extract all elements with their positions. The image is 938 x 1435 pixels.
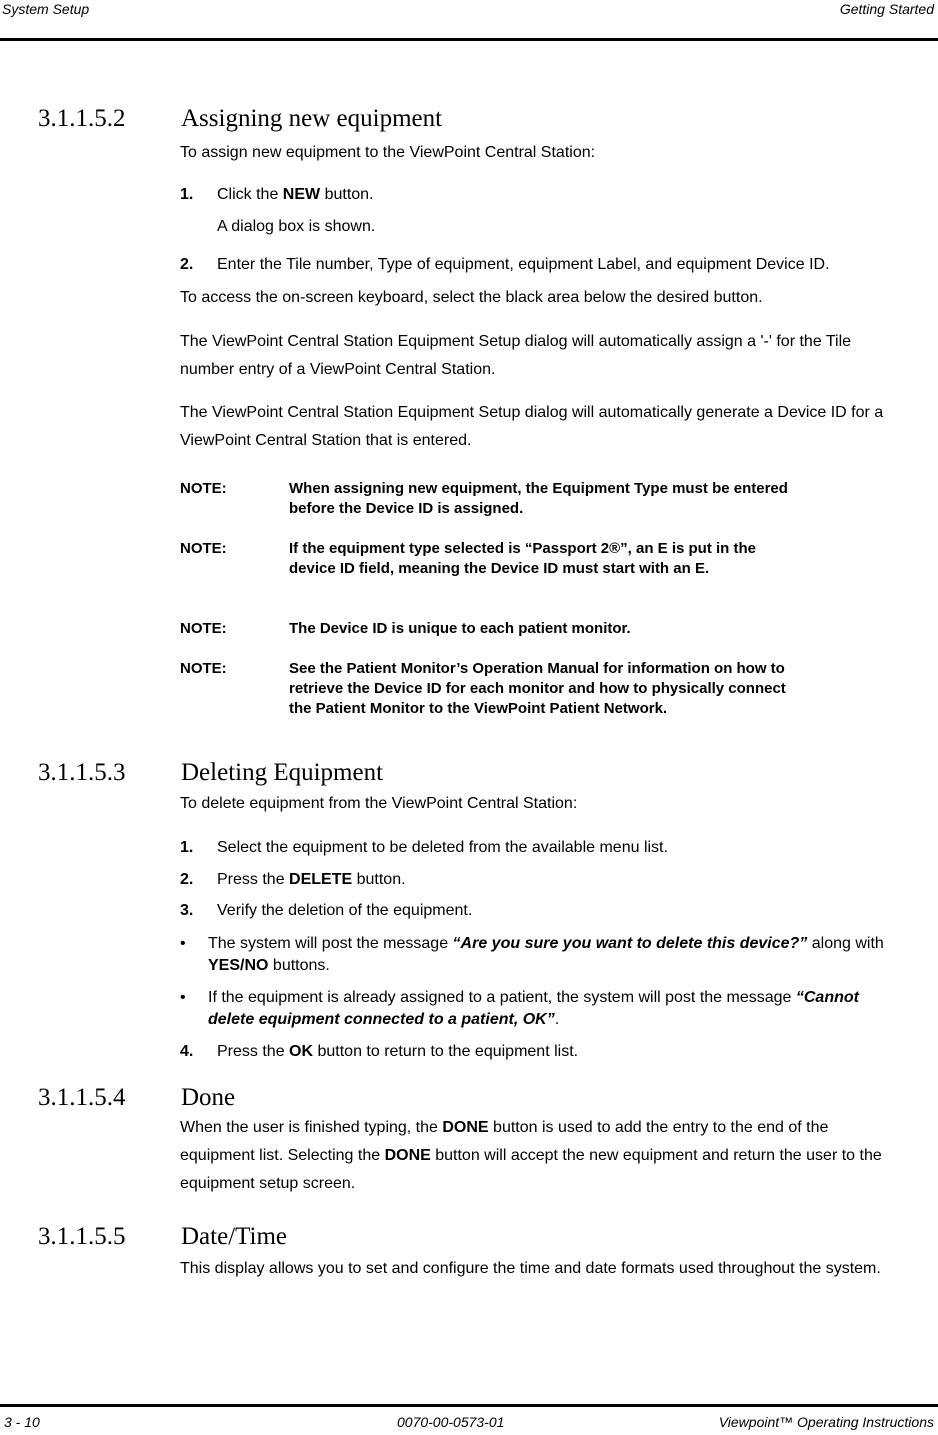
section-number: 3.1.1.5.5 [38,1223,126,1250]
bullet-dot: • [180,989,186,1006]
step-text: Click the NEW button. [217,186,374,203]
note-label: NOTE: [180,620,227,637]
document-number: 0070-00-0573-01 [397,1414,505,1430]
paragraph: When the user is finished typing, the DONE button is used to add the entry to the end of the equipment list. Selecting the DONE button will accept the new equipment and return the user to the equipment setup screen. [180,1119,882,1192]
section-number: 3.1.1.5.4 [38,1084,126,1111]
note-text: When assigning new equipment, the Equipment Type must be entered before the Device ID is assigned. [289,480,788,517]
section-title: Assigning new equipment [181,105,443,132]
note-text: If the equipment type selected is “Passport 2®”, an E is put in the device ID field, meaning the Device ID must start with an E. [289,540,756,577]
note-label: NOTE: [180,480,227,497]
running-header-section: System Setup [2,1,90,17]
step-number: 1. [180,839,194,856]
step-text: Verify the deletion of the equipment. [217,902,473,919]
note-label: NOTE: [180,660,227,677]
note-text: The Device ID is unique to each patient monitor. [289,620,631,637]
paragraph: To access the on-screen keyboard, select the black area below the desired button. [180,289,763,306]
paragraph: This display allows you to set and configure the time and date formats used throughout the system. [180,1260,881,1277]
step-number: 1. [180,186,194,203]
step-text: Select the equipment to be deleted from the available menu list. [217,839,668,856]
paragraph: The ViewPoint Central Station Equipment Setup dialog will automatically assign a '-' for the Tile number entry of a ViewPoint Central Station. [180,333,852,378]
step-number: 3. [180,902,194,919]
section-intro: To assign new equipment to the ViewPoint Central Station: [180,144,596,161]
step-text: Press the DELETE button. [217,871,406,888]
step-number: 2. [180,256,194,273]
section-number: 3.1.1.5.2 [38,105,126,132]
note-text: See the Patient Monitor’s Operation Manual for information on how to retrieve the Device ID for each monitor and how to physically connect the Patient Monitor to the ViewPoint Patient Network. [289,660,786,717]
header-rule [0,38,938,41]
note-label: NOTE: [180,540,227,557]
step-text: Enter the Tile number, Type of equipment, equipment Label, and equipment Device ID. [217,256,830,273]
step-number: 4. [180,1043,194,1060]
footer-rule [0,1404,938,1407]
step-text: Press the OK button to return to the equipment list. [217,1043,579,1060]
section-title: Deleting Equipment [181,759,384,786]
section-intro: To delete equipment from the ViewPoint Central Station: [180,795,578,812]
section-title: Done [181,1084,236,1111]
paragraph: The ViewPoint Central Station Equipment Setup dialog will automatically generate a Device ID for a ViewPoint Central Station that is entered. [180,404,884,449]
bullet-text: If the equipment is already assigned to a patient, the system will post the message “Cannot delete equipment connected to a patient, OK”. [208,989,859,1028]
step-number: 2. [180,871,194,888]
bullet-dot: • [180,935,186,952]
page-number: 3 - 10 [4,1414,40,1430]
document-title: Viewpoint™ Operating Instructions [718,1414,934,1430]
section-number: 3.1.1.5.3 [38,759,126,786]
section-title: Date/Time [181,1223,288,1250]
bullet-text: The system will post the message “Are you sure you want to delete this device?” along with YES/NO buttons. [208,935,884,974]
running-header-chapter: Getting Started [839,1,934,17]
